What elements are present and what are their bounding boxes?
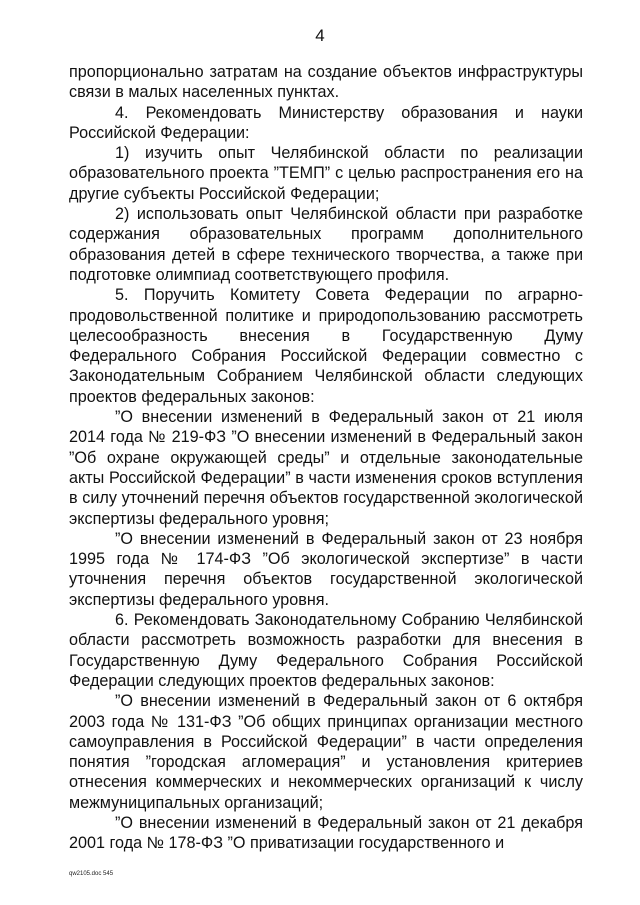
- footer-file-code: qw2105.doc 545: [69, 871, 114, 877]
- paragraph-law-draft-4: ”О внесении изменений в Федеральный закон от 21 декабря 2001 года № 178-ФЗ ”О приватизации государственного и: [69, 813, 583, 853]
- paragraph-continuation: пропорционально затратам на создание объектов инфраструктуры связи в малых населенных пунктах.: [69, 63, 583, 102]
- paragraph-law-draft-1: ”О внесении изменений в Федеральный закон от 21 июля 2014 года № 219-ФЗ ”О внесении изменений в Федеральный закон ”Об охране окружающей среды” и отдельные законодательные акты Российской Федерации” в части изменения сроков вступления в силу уточнений перечня объектов государственной экологической экспертизы федерального уровня;: [69, 408, 583, 528]
- paragraph-item-4-2: 2) использовать опыт Челябинской области при разработке содержания образовательных программ дополнительного образования детей в сфере технического творчества, а также при подготовке олимпиад соответствующего профиля.: [69, 205, 583, 284]
- document-body: [69, 62, 583, 854]
- paragraph-law-draft-3: ”О внесении изменений в Федеральный закон от 6 октября 2003 года № 131-ФЗ ”Об общих принципах организации местного самоуправления в Российской Федерации” в части определения понятия ”городская агломерация” и установления критериев отнесения коммерческих и некоммерческих организаций к числу межмуниципальных организаций;: [69, 692, 583, 812]
- paragraph-law-draft-2: ”О внесении изменений в Федеральный закон от 23 ноября 1995 года № 174-ФЗ ”Об экологической экспертизе” в части уточнения перечня объектов государственной экологической экспертизы федерального уровня.: [69, 529, 583, 609]
- paragraph-item-5: 5. Поручить Комитету Совета Федерации по аграрно-продовольственной политике и природопользованию рассмотреть целесообразность внесения в Государственную Думу Федерального Собрания Российской Федерации совместно с Законодательным Собранием Челябинской области следующих проектов федеральных законов:: [69, 286, 583, 406]
- paragraph-item-4-1: 1) изучить опыт Челябинской области по реализации образовательного проекта ”ТЕМП” с целью распространения его на другие субъекты Российской Федерации;: [69, 144, 583, 203]
- paragraph-item-6: 6. Рекомендовать Законодательному Собранию Челябинской области рассмотреть возможность разработки для внесения в Государственную Думу Федерального Собрания Российской Федерации следующих проектов федеральных законов:: [69, 611, 583, 690]
- paragraph-item-4: 4. Рекомендовать Министерству образования и науки Российской Федерации:: [69, 103, 583, 142]
- page-number: 4: [315, 26, 325, 45]
